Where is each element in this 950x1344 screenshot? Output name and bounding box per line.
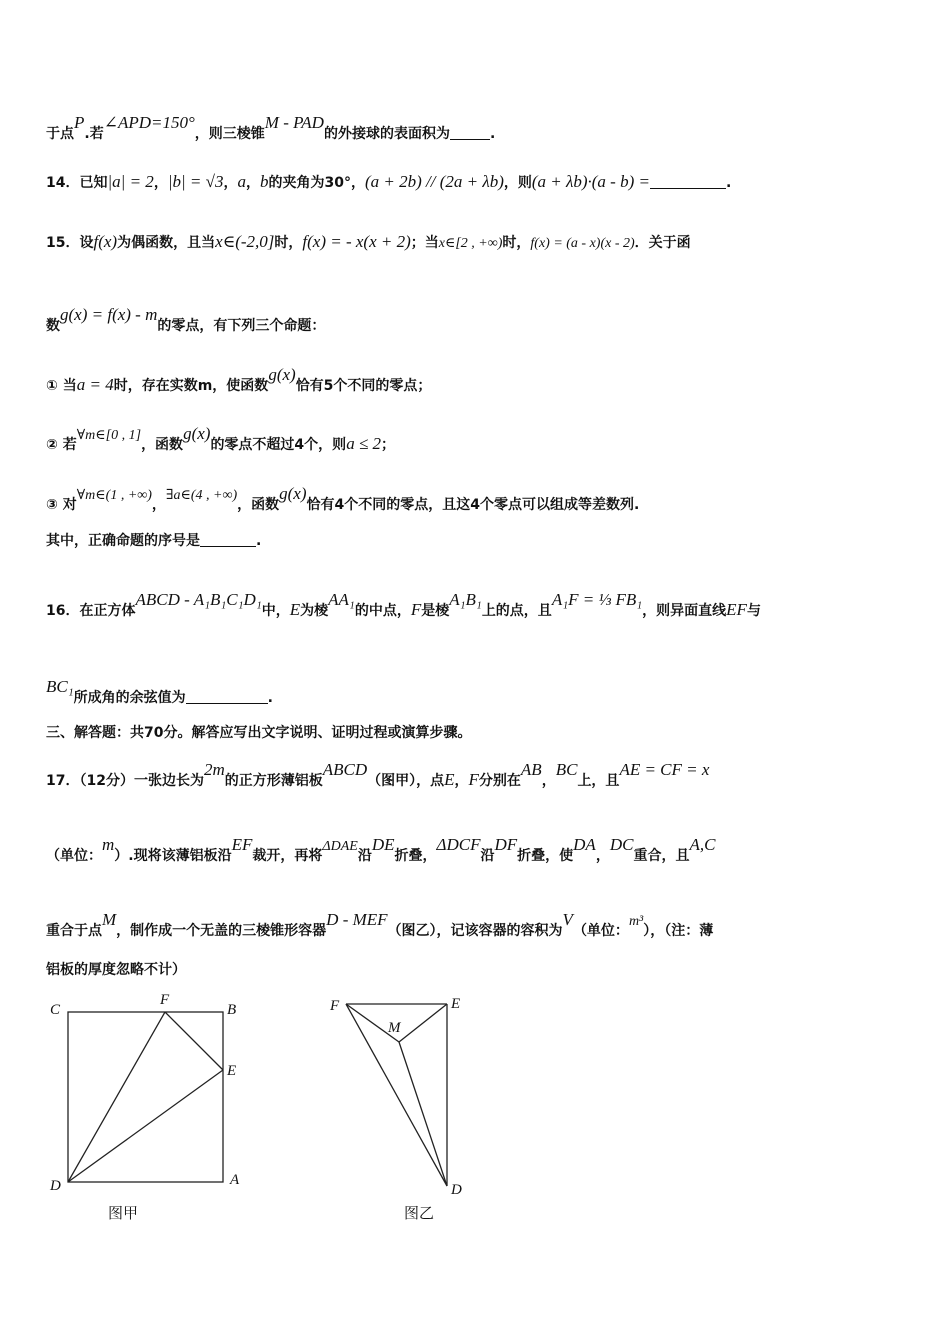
label-a: A — [230, 1172, 240, 1188]
q17-line-1: 17．（12分）一张边长为2m的正方形薄铝板ABCD（图甲），点E，F分别在AB，BC上，且AE = CF = x — [46, 760, 710, 789]
label-d: D — [50, 1178, 61, 1194]
q17-line-3: 重合于点M，制作成一个无盖的三棱锥形容器D - MEF（图乙），记该容器的容积为V（单位：m³），（注：薄 — [46, 910, 714, 939]
segment-df — [68, 1012, 165, 1182]
answer-blank[interactable] — [200, 532, 256, 547]
segment-de — [68, 1070, 223, 1182]
label-c: C — [50, 1002, 61, 1018]
q17-line-4: 铝板的厚度忽略不计） — [46, 962, 186, 978]
answer-blank[interactable] — [450, 125, 490, 140]
q15-proposition-3: ③ 对∀m∈(1 , +∞)，∃a∈(4 , +∞)，函数g(x)恰有4个不同的零点，且这4个零点可以组成等差数列. — [46, 484, 640, 513]
answer-blank[interactable] — [650, 174, 726, 189]
segment-ef — [165, 1012, 223, 1070]
q13-line: 于点P.若∠APD=150°，则三棱锥M - PAD的外接球的表面积为 . — [46, 113, 496, 142]
q15-proposition-1: ① 当a = 4时，存在实数m，使函数g(x)恰有5个不同的零点； — [46, 365, 432, 394]
caption-jia: 图甲 — [108, 1204, 139, 1222]
section-heading: 三、解答题：共70分。解答应写出文字说明、证明过程或演算步骤。 — [46, 725, 472, 741]
answer-blank[interactable] — [186, 689, 268, 704]
square-abcd — [68, 1012, 223, 1182]
q17-line-2: （单位：m）.现将该薄铝板沿EF裁开，再将ΔDAE沿DE折叠，ΔDCF沿DF折叠，使DA，DC重合，且A,C — [46, 835, 716, 864]
q16-line-1: 16．在正方体ABCD - A₁B₁C₁D₁中，E为棱AA₁的中点，F是棱A₁B₁上的点，且A₁F = ⅓ FB₁，则异面直线EF与 — [46, 590, 761, 619]
q15-line-1: 15．设f(x)为偶函数，且当x∈(-2,0]时，f(x) = - x(x + 2)；当x∈[2 , +∞)时，f(x) = (a - x)(x - 2)．关于函 — [46, 232, 691, 251]
q16-line-2: BC₁所成角的余弦值为 . — [46, 677, 273, 706]
caption-yi: 图乙 — [404, 1204, 435, 1222]
q14-line: 14．已知|a| = 2，|b| = √3，a，b的夹角为30°，(a + 2b) // (2a + λb)，则(a + λb)·(a - b) = . — [46, 172, 732, 191]
label-e: E — [227, 1063, 237, 1079]
label-b: B — [227, 1002, 237, 1018]
q15-proposition-2: ② 若∀m∈[0 , 1]，函数g(x)的零点不超过4个，则a ≤ 2； — [46, 424, 396, 453]
label-f: F — [160, 992, 170, 1008]
segment-em — [399, 1004, 447, 1042]
label-f: F — [330, 998, 340, 1014]
label-e: E — [451, 996, 461, 1012]
label-m: M — [388, 1020, 401, 1036]
figure-jia — [40, 990, 260, 1230]
q15-line-2: 数g(x) = f(x) - m的零点，有下列三个命题： — [46, 305, 326, 334]
segment-md — [399, 1042, 447, 1186]
figure-yi — [320, 990, 480, 1230]
q15-conclusion: 其中，正确命题的序号是 . — [46, 533, 262, 549]
label-d: D — [451, 1182, 462, 1198]
